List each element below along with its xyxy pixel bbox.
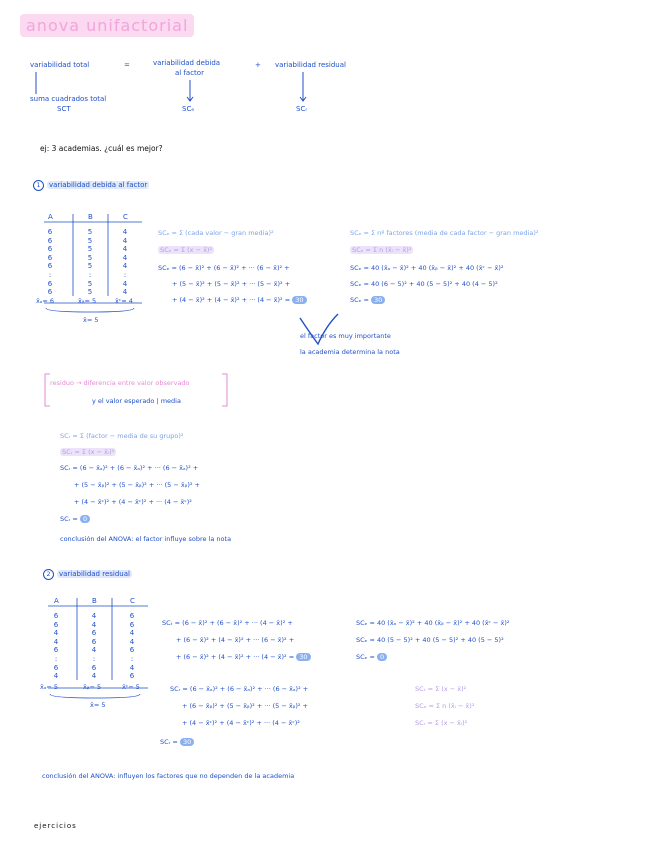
table2-grand-mean: x̄= 5: [90, 701, 106, 709]
table2-header-c: C: [130, 597, 135, 605]
table1-col-a: 6 6 6 6 6 : 6 6: [47, 228, 53, 297]
factor-note-2: la academia determina la nota: [300, 348, 400, 356]
var-residual-label: variabilidad residual: [275, 61, 346, 69]
sf-right-line2: SCₑ = Σ n (x̄ᵢ − x̄)²: [352, 246, 412, 254]
example-question: ej: 3 academias. ¿cuál es mejor?: [40, 144, 163, 153]
residuo-definition-2: y el valor esperado | media: [92, 397, 181, 405]
s2-scf-line3: SCₑ = 0: [356, 654, 387, 661]
s2-sct-line3: + (6 − x̄)² + (4 − x̄)² + ··· (4 − x̄)² = 30: [176, 654, 311, 661]
sf-left-line4: + (5 − x̄)² + (5 − x̄)² + ··· (5 − x̄)² +: [172, 280, 291, 288]
section1-heading: 1 variabilidad debida al factor: [33, 180, 149, 191]
sf-right-line1: SCₑ = Σ nº factores (media de cada factor − gran media)²: [350, 229, 539, 237]
section2-number-icon: 2: [43, 569, 54, 580]
res-line2: SCᵣ = Σ (x − x̄ᵢ)²: [62, 448, 115, 456]
table2-mean-a: x̄ₐ= 5: [40, 683, 59, 691]
var-factor-label: variabilidad debida: [153, 59, 221, 67]
table2-mean-c: x̄ᶜ= 5: [122, 683, 140, 691]
table2-header-b: B: [92, 597, 97, 605]
s2-scr-line2: + (6 − x̄ᵦ)² + (5 − x̄ᵦ)² + ··· (5 − x̄ᵦ)² +: [182, 702, 308, 710]
table2-col-c: 6 6 4 4 6 : 4 6: [129, 612, 135, 681]
table2-col-b: 4 4 6 6 4 : 6 4: [91, 612, 97, 681]
s2-scf-line1: SCₑ = 40 (x̄ₐ − x̄)² + 40 (x̄ᵦ − x̄)² + 40 (x̄ᶜ − x̄)²: [356, 619, 510, 627]
s2-scr-line1: SCᵣ = (6 − x̄ₐ)² + (6 − x̄ₐ)² + ··· (6 − x̄ₐ)² +: [170, 685, 309, 693]
sf-right-line3: SCₑ = 40 (x̄ₐ − x̄)² + 40 (x̄ᵦ − x̄)² + 40 (x̄ᶜ − x̄)²: [350, 264, 504, 272]
exercises-heading: ejercicios: [34, 822, 77, 830]
res-line4: + (5 − x̄ᵦ)² + (5 − x̄ᵦ)² + ··· (5 − x̄ᵦ)² +: [74, 481, 200, 489]
factor-note-1: el factor es muy importante: [300, 332, 391, 340]
table2-mean-b: x̄ᵦ= 5: [83, 683, 102, 691]
s2-scr-line4: SCᵣ = 30: [160, 739, 194, 746]
sf-left-line2: SCₑ = Σ (x − x̄)²: [160, 246, 213, 254]
section1-number-icon: 1: [33, 180, 44, 191]
s2-summary-2: SCₑ = Σ n (x̄ᵢ − x̄)²: [415, 702, 475, 710]
res-line5: + (4 − x̄ᶜ)² + (4 − x̄ᶜ)² + ··· (4 − x̄ᶜ)²: [74, 498, 192, 506]
s2-sct-line2: + (6 − x̄)² + (4 − x̄)² + ··· (6 − x̄)² +: [176, 636, 295, 644]
table1-mean-b: x̄ᵦ= 5: [78, 297, 97, 305]
sf-left-line3: SCₑ = (6 − x̄)² + (6 − x̄)² + ··· (6 − x̄)² +: [158, 264, 290, 272]
scr-label: SCᵣ: [296, 105, 308, 113]
residuo-definition-1: residuo → diferencia entre valor observado: [50, 379, 190, 387]
res-line6: SCᵣ = 0: [60, 516, 90, 523]
res-line1: SCᵣ = Σ (factor − media de su grupo)²: [60, 432, 184, 440]
equals-sign: =: [124, 61, 130, 69]
section2-heading: 2 variabilidad residual: [43, 569, 132, 580]
suma-cuadrados-label: suma cuadrados total: [30, 95, 107, 103]
sf-right-line5: SCₑ = 30: [350, 297, 385, 304]
table1-col-c: 4 4 4 4 4 : 4 4: [122, 228, 128, 297]
page-title: anova unifactorial: [20, 18, 194, 34]
sf-left-line1: SCₑ = Σ (cada valor − gran media)²: [158, 229, 274, 237]
s2-sct-line1: SCₜ = (6 − x̄)² + (6 − x̄)² + ··· (4 − x̄)² +: [162, 619, 293, 627]
table2-col-a: 6 6 4 4 6 : 6 4: [53, 612, 59, 681]
var-total-label: variabilidad total: [30, 61, 90, 69]
table1-header-c: C: [123, 213, 128, 221]
plus-sign: +: [255, 61, 261, 69]
s2-scf-line2: SCₑ = 40 (5 − 5)² + 40 (5 − 5)² + 40 (5 − 5)²: [356, 636, 504, 644]
s2-summary-3: SCᵣ = Σ (x − x̄ᵢ)²: [415, 719, 468, 727]
var-factor-label-2: al factor: [175, 69, 204, 77]
table1-header-b: B: [88, 213, 93, 221]
scf-label: SCₑ: [182, 105, 195, 113]
res-line3: SCᵣ = (6 − x̄ₐ)² + (6 − x̄ₐ)² + ··· (6 − x̄ₐ)² +: [60, 464, 199, 472]
table1-mean-a: x̄ₐ= 6: [36, 297, 55, 305]
conclusion-1: conclusión del ANOVA: el factor influye sobre la nota: [60, 535, 232, 543]
table2-header-a: A: [54, 597, 59, 605]
table1-mean-c: x̄ᶜ= 4: [115, 297, 133, 305]
sf-right-line4: SCₑ = 40 (6 − 5)² + 40 (5 − 5)² + 40 (4 − 5)²: [350, 280, 498, 288]
table1-header-a: A: [48, 213, 53, 221]
sct-label: SCT: [57, 105, 71, 113]
conclusion-2: conclusión del ANOVA: influyen los factores que no dependen de la academia: [42, 772, 295, 780]
s2-scr-line3: + (4 − x̄ᶜ)² + (4 − x̄ᶜ)² + ··· (4 − x̄ᶜ)²: [182, 719, 300, 727]
s2-summary-1: SCₜ = Σ (x − x̄)²: [415, 685, 467, 693]
sf-left-line5: + (4 − x̄)² + (4 − x̄)² + ··· (4 − x̄)² = 30: [172, 297, 307, 304]
table1-grand-mean: x̄= 5: [83, 316, 99, 324]
table1-col-b: 5 5 5 5 5 : 5 5: [87, 228, 93, 297]
